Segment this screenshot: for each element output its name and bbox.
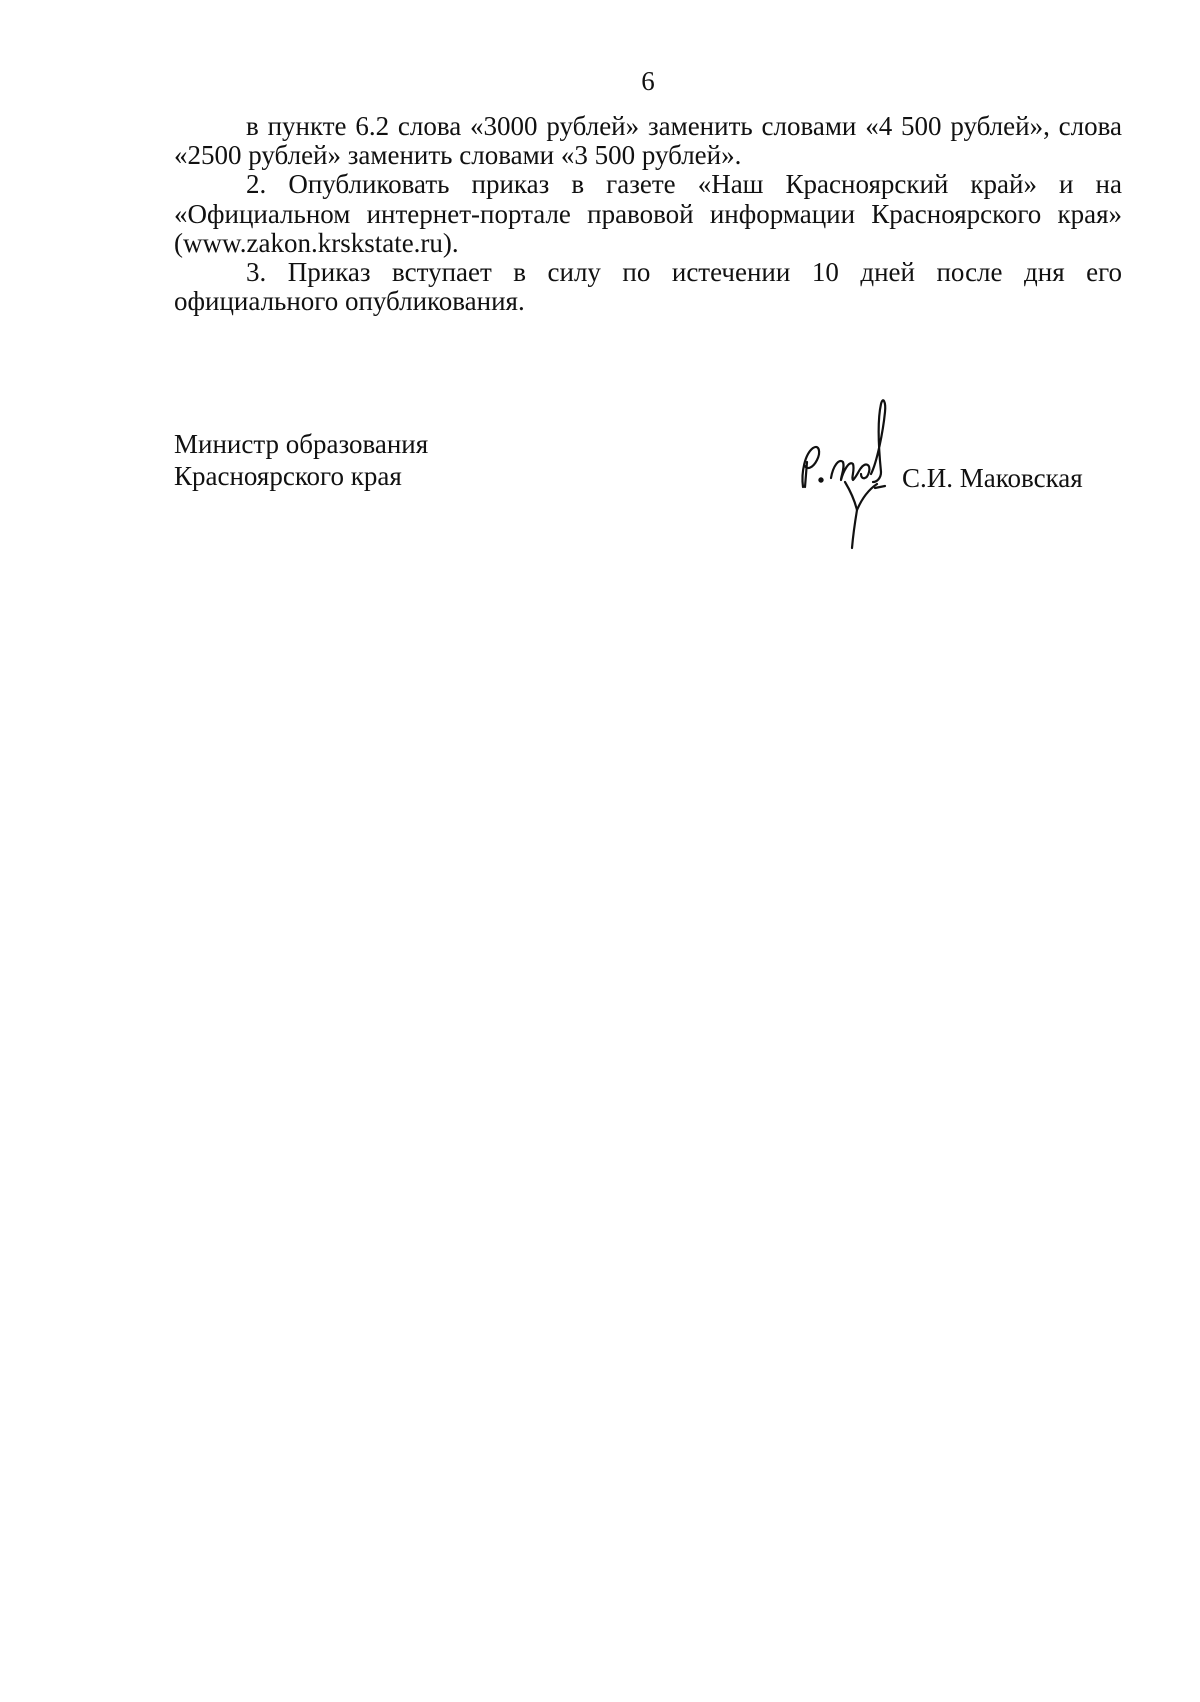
signer-position xyxy=(174,428,694,492)
paragraph-effective-date: 3. Приказ вступает в силу по истечении 10 дней после дня его официального опубликования. xyxy=(174,257,1122,317)
paragraph-publication: 2. Опубликовать приказ в газете «Наш Красноярский край» и на «Официальном интернет-портале правовой информации Красноярского края» (www.zakon.krskstate.ru). xyxy=(174,169,1122,258)
signer-position-line-1: Министр образования xyxy=(174,429,429,459)
paragraph-amendment: в пункте 6.2 слова «3000 рублей» заменить словами «4 500 рублей», слова «2500 рублей» заменить словами «3 500 рублей». xyxy=(174,111,1122,171)
signer-position-line-2: Красноярского края xyxy=(174,461,402,491)
document-body xyxy=(174,112,1122,316)
handwritten-signature xyxy=(795,392,920,552)
signature-block xyxy=(174,428,1122,548)
page-number: 6 xyxy=(641,66,655,96)
signer-name: С.И. Маковская xyxy=(902,463,1083,493)
